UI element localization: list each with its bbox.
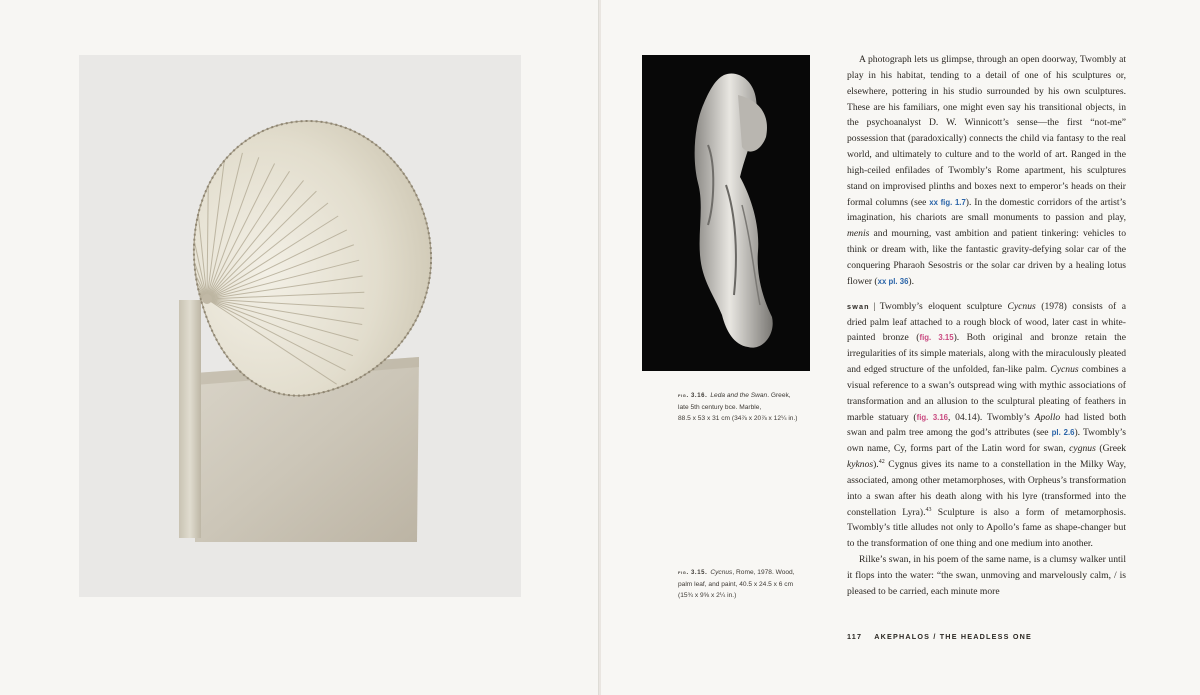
figure-3-16-title: Leda and the Swan <box>710 392 768 399</box>
figure-3-16-number: fig. 3.16. <box>678 393 708 399</box>
fan-rib <box>113 179 207 299</box>
section-run-in-head: swan <box>847 301 870 311</box>
cross-reference-link[interactable]: xx pl. 36 <box>877 276 909 286</box>
cycnus-sculpture-photo <box>79 55 521 597</box>
leda-and-the-swan-photo <box>642 55 810 371</box>
paragraph-3: Rilke’s swan, in his poem of the same name, is a clumsy walker until it flops into the water: “the swan, unmoving and marvelously calm, / is pleased to be carried, each minute more <box>847 554 1126 597</box>
fan-rib <box>88 201 207 299</box>
paragraph-1: A photograph lets us glimpse, through an open doorway, Twombly at play in his habitat, tending to a detail of one of his sculptures or, elsewhere, pottering in his studio surrounded by his own sculptures. These are his familiars, one might even say his transitional objects, in the psychoanalyst D. W. Winnicott’s sense—the first “not-me” possession that (paradoxically) connects the child via fantasy to the real world, and ultimately to culture and to the world of art. Ranged in the high-ceiled enfilades of Twombly’s Rome apartment, his sculptures stand on improvised plinths and boxes next to emperor’s heads on their formal columns (see xx fig. 1.7). In the domestic corridors of the artist’s imagination, his chariots are small monuments to passion and play, menis and mourning, vast ambition and patient tinkering: vehicles to think or dream with, like the fantastic gravity-defying solar car of the conquering Pharaoh Sesostris or the solar car driven by a healing lotus flower (xx pl. 36). <box>847 54 1126 287</box>
running-head: AKEPHALOS / THE HEADLESS ONE <box>874 632 1033 641</box>
cross-reference-link[interactable]: xx fig. 1.7 <box>929 197 966 207</box>
figure-3-16-caption <box>678 390 818 424</box>
figure-3-15-number: fig. 3.15. <box>678 570 708 576</box>
fan-rib <box>79 242 207 299</box>
figure-3-15-line3: (15¾ x 9⅝ x 2¼ in.) <box>678 592 737 599</box>
footnote-marker[interactable]: 43 <box>925 506 932 513</box>
figure-reference-link[interactable]: fig. 3.16 <box>916 412 948 422</box>
figure-3-16-line2: late 5th century bce. Marble, <box>678 404 762 411</box>
footnote-marker[interactable]: 42 <box>878 458 885 465</box>
body-text <box>847 52 1126 600</box>
figure-3-15-line1: , Rome, 1978. Wood, <box>732 569 795 576</box>
figure-3-15-line2: palm leaf, and paint, 40.5 x 24.5 x 6 cm <box>678 581 794 588</box>
fan-rib <box>79 273 207 299</box>
figure-reference-link[interactable]: fig. 3.15 <box>919 333 954 343</box>
figure-3-15-caption <box>678 567 818 601</box>
page-footer <box>847 632 1032 641</box>
fan-rib <box>79 257 207 299</box>
fan-rib <box>79 213 207 299</box>
figure-3-16-line3: 88.5 x 53 x 31 cm (34⅞ x 20⅞ x 12¼ in.) <box>678 415 798 422</box>
page-number: 117 <box>847 632 863 641</box>
figure-3-16-line1: . Greek, <box>767 392 791 399</box>
left-page <box>0 0 599 695</box>
fan-rib <box>79 227 207 299</box>
fan-rib <box>100 189 207 299</box>
figure-3-15-title: Cycnus <box>710 569 733 576</box>
cross-reference-link[interactable]: pl. 2.6 <box>1051 428 1075 438</box>
paragraph-2: swan | Twombly’s eloquent sculpture Cycnus (1978) consists of a dried palm leaf attached to a rough block of wood, later cast in white-painted bronze (fig. 3.15). Both original and bronze retain the irregularities of its simple materials, along with the miraculously pleated and edged structure of the unfolded, fan-like palm. Cycnus combines a visual reference to a swan’s outspread wing with mythic associations of transformation and an allusion to the sculptural pleating of feathers in marble statuary (fig. 3.16, 04.14). Twombly’s Apollo had listed both swan and palm tree among the god’s attributes (see pl. 2.6). Twombly’s own name, Cy, forms part of the Latin word for swan, cygnus (Greek kyknos).$^{42}$ Cygnus gives its name to a constellation in the Milky Way, associated, among other metamorphoses, with Orpheus’s transformation into a swan after his death along with his lyre (transformed into the constellation Lyra).$^{43}$ Sculpture is also a form of metamorphosis. Twombly’s title alludes not only to Apollo’s fame as shape-changer but to the transformation of one thing and one medium into another. <box>847 300 1127 550</box>
